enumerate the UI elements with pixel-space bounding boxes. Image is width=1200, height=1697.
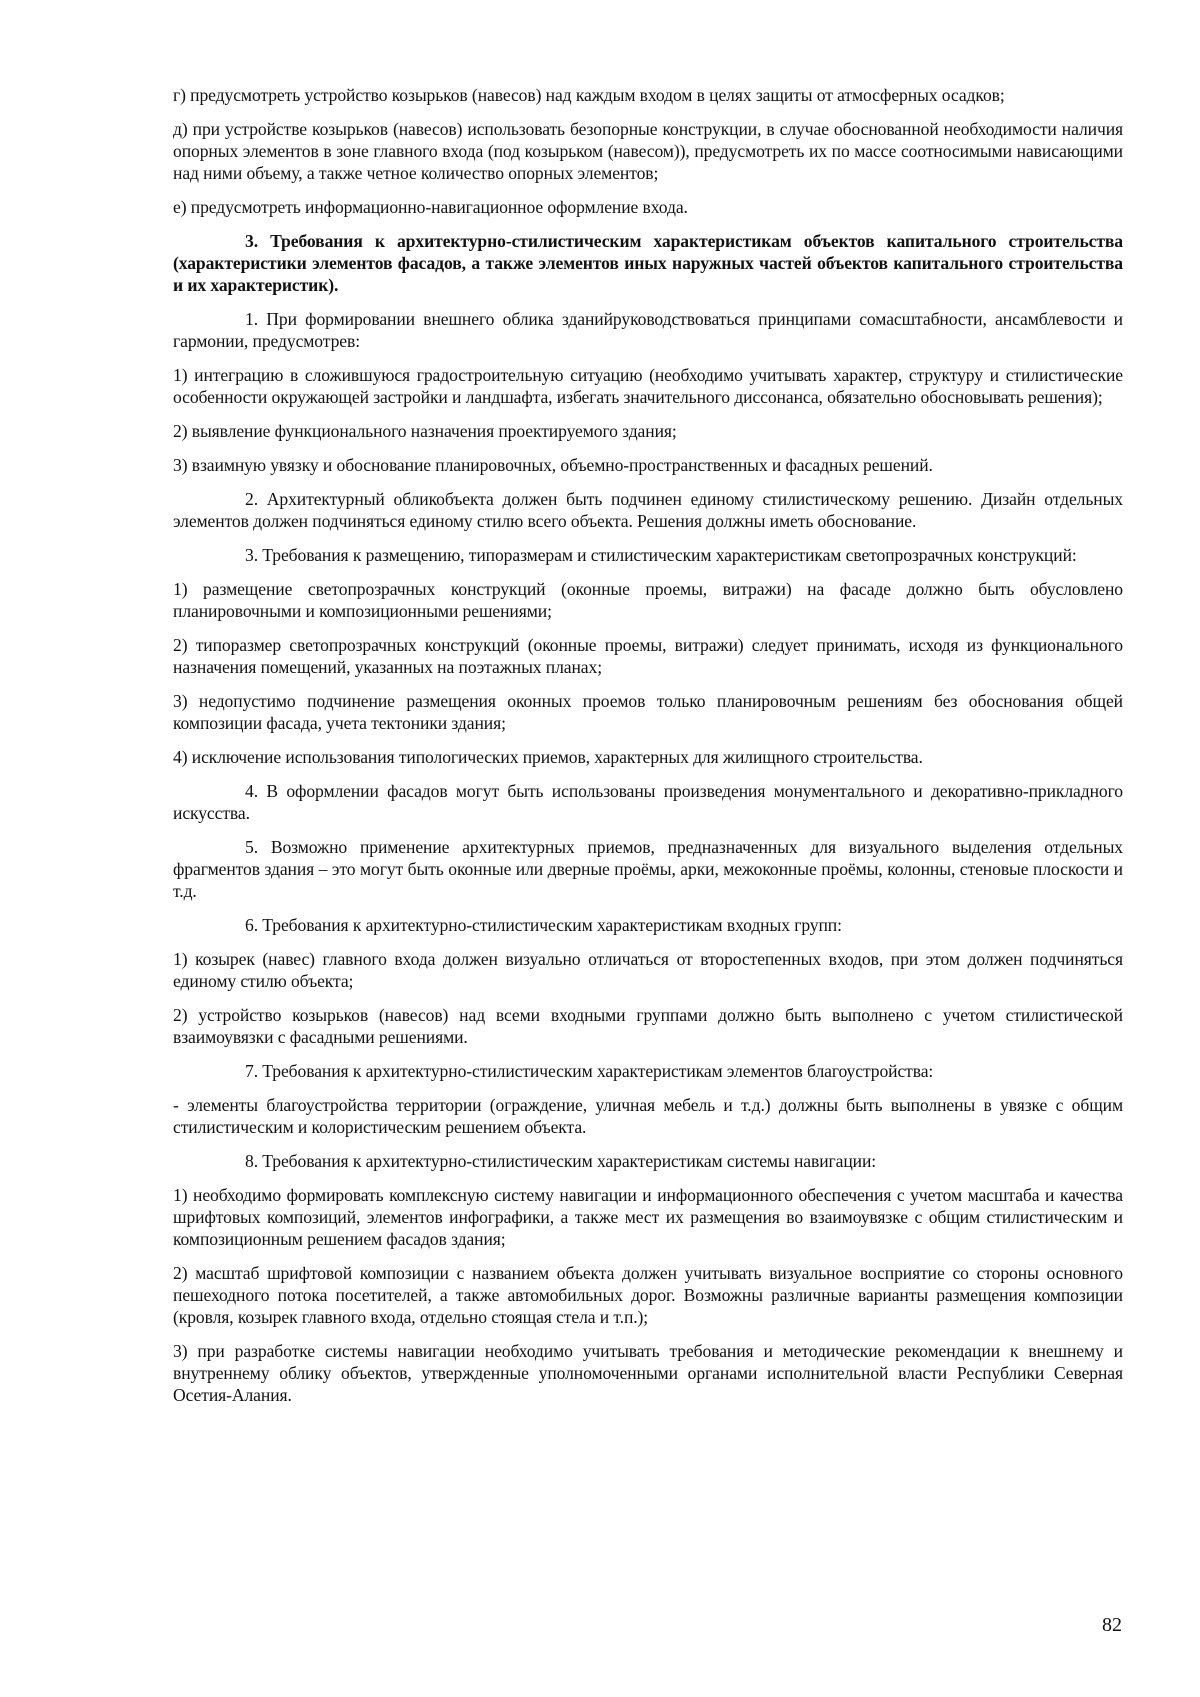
paragraph-item-8: 8. Требования к архитектурно-стилистическим характеристикам системы навигации: [245, 1151, 877, 1171]
paragraph-d-support-free: д) при устройстве козырьков (навесов) использовать безопорные конструкции, в случае обоснованной необходимости наличия опорных элементов в зоне главного входа (под козырьком (навесом)), предусмотреть их по массе соотносимыми нависающими над ними объему, а также четное количество опорных элементов; [173, 119, 1123, 183]
page-number: 82 [1102, 1614, 1122, 1636]
paragraph-item-3-3: 3) недопустимо подчинение размещения оконных проемов только планировочным решениям без обоснования общей композиции фасада, учета тектоники здания; [173, 691, 1123, 733]
paragraph-item-8-1: 1) необходимо формировать комплексную систему навигации и информационного обеспечения с учетом масштаба и качества шрифтовых композиций, элементов инфографики, а также мест их размещения во взаимоувязке с общим стилистическим и композиционным решением фасадов здания; [173, 1185, 1123, 1249]
paragraph-item-6-1: 1) козырек (навес) главного входа должен визуально отличаться от второстепенных входов, при этом должен подчиняться единому стилю объекта; [173, 949, 1123, 991]
page-content [173, 84, 1123, 1418]
paragraph-item-3-4: 4) исключение использования типологических приемов, характерных для жилищного строительства. [173, 747, 923, 767]
paragraph-e-navigation-entrance: е) предусмотреть информационно-навигационное оформление входа. [173, 197, 688, 217]
paragraph-item-1: 1. При формировании внешнего облика зданийруководствоваться принципами сомасштабности, ансамблевости и гармонии, предусмотрев: [173, 309, 1123, 351]
paragraph-item-4: 4. В оформлении фасадов могут быть использованы произведения монументального и декоративно-прикладного искусства. [173, 781, 1123, 823]
paragraph-item-6-2: 2) устройство козырьков (навесов) над всеми входными группами должно быть выполнено с учетом стилистической взаимоувязки с фасадными решениями. [173, 1005, 1123, 1047]
paragraph-item-3-1: 1) размещение светопрозрачных конструкций (оконные проемы, витражи) на фасаде должно быть обусловлено планировочными и композиционными решениями; [173, 579, 1123, 621]
paragraph-item-3-2: 2) типоразмер светопрозрачных конструкций (оконные проемы, витражи) следует принимать, исходя из функционального назначения помещений, указанных на поэтажных планах; [173, 635, 1123, 677]
paragraph-item-6: 6. Требования к архитектурно-стилистическим характеристикам входных групп: [245, 915, 842, 935]
paragraph-item-7: 7. Требования к архитектурно-стилистическим характеристикам элементов благоустройства: [245, 1061, 934, 1081]
paragraph-item-5: 5. Возможно применение архитектурных приемов, предназначенных для визуального выделения отдельных фрагментов здания – это могут быть оконные или дверные проёмы, арки, межоконные проёмы, колонны, стеновые плоскости и т.д. [173, 837, 1123, 901]
section-heading-3: 3. Требования к архитектурно-стилистическим характеристикам объектов капитального строительства (характеристики элементов фасадов, а также элементов иных наружных частей объектов капитального строительства и их характеристик). [173, 231, 1123, 295]
paragraph-item-7-dash: - элементы благоустройства территории (ограждение, уличная мебель и т.д.) должны быть выполнены в увязке с общим стилистическим и колористическим решением объекта. [173, 1095, 1123, 1137]
paragraph-item-3: 3. Требования к размещению, типоразмерам и стилистическим характеристикам светопрозрачных конструкций: [245, 545, 1077, 565]
paragraph-item-1-2: 2) выявление функционального назначения проектируемого здания; [173, 421, 677, 441]
paragraph-item-2: 2. Архитектурный обликобъекта должен быть подчинен единому стилистическому решению. Дизайн отдельных элементов должен подчиняться единому стилю всего объекта. Решения должны иметь обоснование. [173, 489, 1123, 531]
paragraph-item-1-3: 3) взаимную увязку и обоснование планировочных, объемно-пространственных и фасадных решений. [173, 455, 933, 475]
paragraph-item-8-2: 2) масштаб шрифтовой композиции с названием объекта должен учитывать визуальное восприятие со стороны основного пешеходного потока посетителей, а также автомобильных дорог. Возможны различные варианты размещения композиции (кровля, козырек главного входа, отдельно стоящая стела и т.п.); [173, 1263, 1123, 1327]
paragraph-item-8-3: 3) при разработке системы навигации необходимо учитывать требования и методические рекомендации к внешнему и внутреннему облику объектов, утвержденные уполномоченными органами исполнительной власти Республики Северная Осетия-Алания. [173, 1341, 1123, 1405]
paragraph-g-canopies: г) предусмотреть устройство козырьков (навесов) над каждым входом в целях защиты от атмосферных осадков; [173, 85, 1005, 105]
paragraph-item-1-1: 1) интеграцию в сложившуюся градостроительную ситуацию (необходимо учитывать характер, структуру и стилистические особенности окружающей застройки и ландшафта, избегать значительного диссонанса, обязательно обосновывать решения); [173, 365, 1123, 407]
